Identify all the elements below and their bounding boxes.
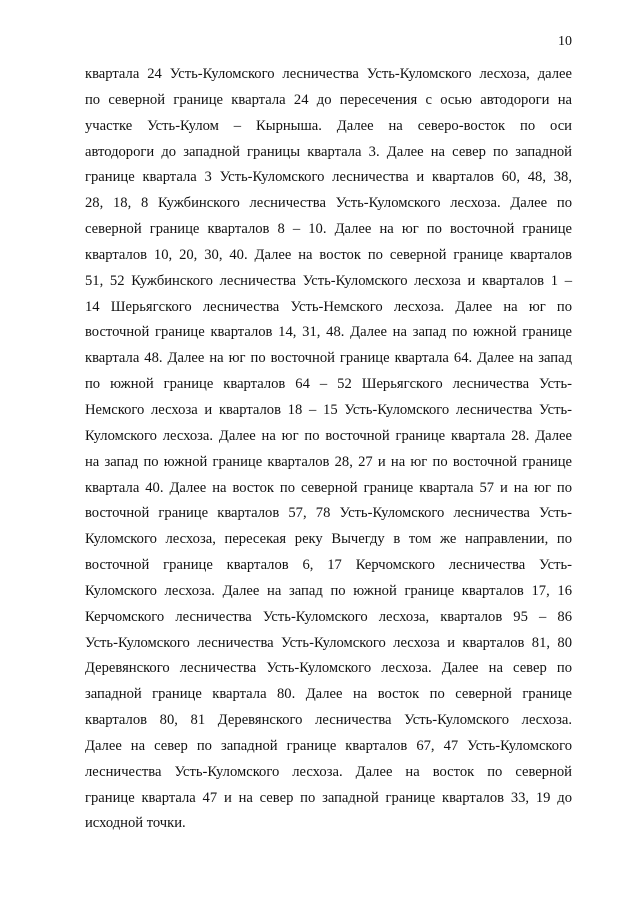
text-line: Керчомского лесничества Усть-Куломского лесхоза, кварталов 95 – 86: [85, 608, 572, 625]
text-line: квартала 40. Далее на восток по северной границе квартала 57 и на юг по: [85, 479, 572, 496]
text-line: Куломского лесхоза. Далее на юг по восточной границе квартала 28. Далее: [85, 427, 572, 444]
text-line: 28, 18, 8 Кужбинского лесничества Усть-Куломского лесхоза. Далее по: [85, 195, 572, 212]
text-line: кварталов 10, 20, 30, 40. Далее на восток по северной границе кварталов: [85, 246, 572, 263]
text-line: восточной границе кварталов 6, 17 Керчомского лесничества Усть-: [85, 557, 572, 574]
text-line: исходной точки.: [85, 815, 186, 832]
text-line: по северной границе квартала 24 до пересечения с осью автодороги на: [85, 91, 572, 108]
text-line: Куломского лесхоза, пересекая реку Вычегду в том же направлении, по: [85, 531, 572, 548]
text-line: 14 Шерьягского лесничества Усть-Немского лесхоза. Далее на юг по: [85, 298, 572, 315]
body-text: [85, 62, 572, 837]
text-line: Далее на север по западной границе кварталов 67, 47 Усть-Куломского: [85, 737, 572, 754]
text-line: квартала 24 Усть-Куломского лесничества Усть-Куломского лесхоза, далее: [85, 66, 572, 82]
text-line: Немского лесхоза и кварталов 18 – 15 Усть-Куломского лесничества Усть-: [85, 401, 572, 418]
page-number: 10: [558, 34, 572, 49]
text-line: автодороги до западной границы квартала 3. Далее на север по западной: [85, 143, 572, 160]
text-line: кварталов 80, 81 Деревянского лесничества Усть-Куломского лесхоза.: [85, 712, 572, 729]
text-line: северной границе кварталов 8 – 10. Далее на юг по восточной границе: [85, 221, 572, 238]
text-line: восточной границе кварталов 57, 78 Усть-Куломского лесничества Усть-: [85, 505, 572, 522]
text-line: 51, 52 Кужбинского лесничества Усть-Куломского лесхоза и кварталов 1 –: [85, 272, 572, 289]
text-line: на запад по южной границе кварталов 28, 27 и на юг по восточной границе: [85, 453, 572, 470]
text-line: западной границе квартала 80. Далее на восток по северной границе: [85, 686, 572, 703]
text-line: восточной границе кварталов 14, 31, 48. Далее на запад по южной границе: [85, 324, 572, 341]
text-line: по южной границе кварталов 64 – 52 Шерьягского лесничества Усть-: [85, 376, 572, 393]
text-line: лесничества Усть-Куломского лесхоза. Далее на восток по северной: [85, 763, 572, 780]
text-line: Деревянского лесничества Усть-Куломского лесхоза. Далее на север по: [85, 660, 572, 677]
text-line: Усть-Куломского лесничества Усть-Куломского лесхоза и кварталов 81, 80: [85, 634, 572, 651]
text-line: границе квартала 47 и на север по западной границе кварталов 33, 19 до: [85, 789, 572, 806]
text-line: границе квартала 3 Усть-Куломского лесничества и кварталов 60, 48, 38,: [85, 169, 572, 186]
text-line: Куломского лесхоза. Далее на запад по южной границе кварталов 17, 16: [85, 582, 572, 599]
text-line: квартала 48. Далее на юг по восточной границе квартала 64. Далее на запад: [85, 350, 572, 367]
text-line: участке Усть-Кулом – Кырныша. Далее на северо-восток по оси: [85, 117, 572, 134]
